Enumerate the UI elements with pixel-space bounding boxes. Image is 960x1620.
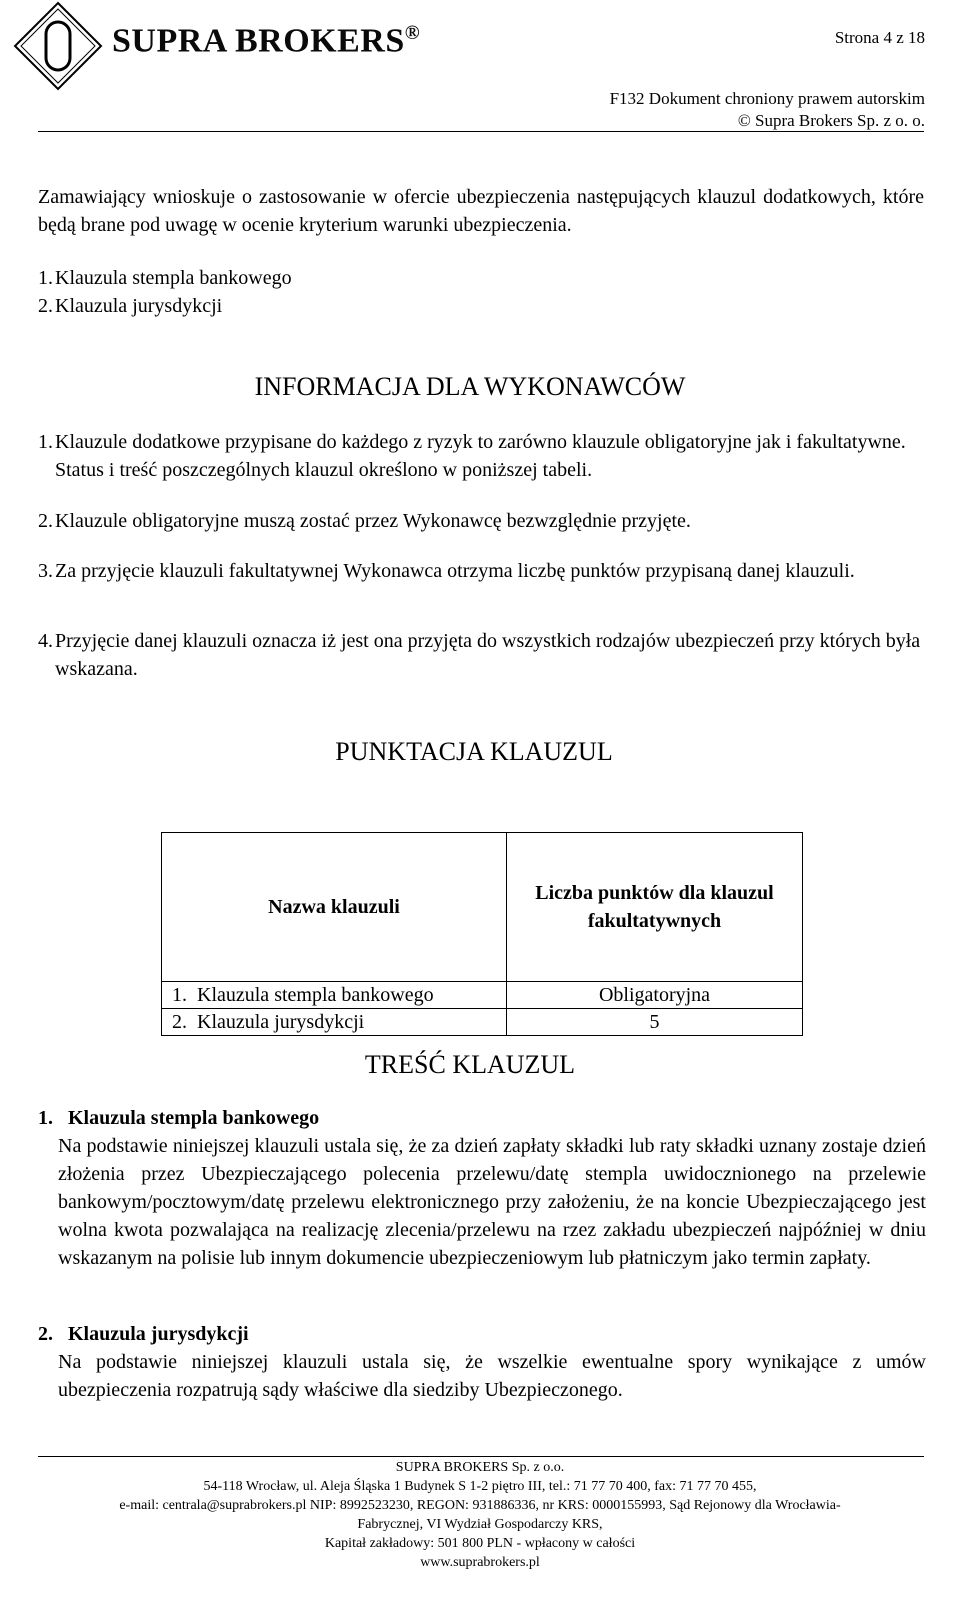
clause-heading bbox=[38, 1104, 319, 1132]
clause-title: Klauzula stempla bankowego bbox=[68, 1107, 320, 1129]
clause-body bbox=[58, 1348, 926, 1404]
clause-body-text: Na podstawie niniejszej klauzuli ustala się, że wszelkie ewentualne spory wynikające z umów ubezpieczenia rozpatrują sądy właściwe dla siedziby Ubezpieczonego. bbox=[58, 1351, 926, 1401]
list-text: Klauzule obligatoryjne muszą zostać przez Wykonawcę bezwzględnie przyjęte. bbox=[55, 510, 691, 532]
section-heading-content: TREŚĆ KLAUZUL bbox=[364, 1050, 576, 1079]
clause-name-cell: 1. Klauzula stempla bankowego bbox=[162, 982, 507, 1009]
footer-registry-court: Fabrycznej, VI Wydział Gospodarczy KRS, bbox=[357, 1517, 603, 1532]
table-row bbox=[162, 1009, 803, 1036]
clause-number: 2. bbox=[38, 1323, 53, 1345]
intro-text: Zamawiający wnioskuje o zastosowanie w ofercie ubezpieczenia następujących klauzul dodatkowych, które będą brane pod uwagę w ocenie kryterium warunki ubezpieczenia. bbox=[38, 186, 924, 236]
column-header-points: Liczba punktów dla klauzul fakultatywnych bbox=[507, 833, 803, 982]
list-number: 1. bbox=[38, 267, 53, 289]
clause-heading bbox=[38, 1320, 249, 1348]
footer-divider bbox=[38, 1456, 924, 1457]
intro-paragraph bbox=[38, 183, 924, 239]
clause-title: Klauzula jurysdykcji bbox=[68, 1323, 249, 1345]
registered-mark: ® bbox=[404, 22, 421, 44]
list-number: 2. bbox=[38, 295, 53, 317]
list-text: Klauzule dodatkowe przypisane do każdego z ryzyk to zarówno klauzule obligatoryjne jak i fakultatywne. Status i treść poszczególnych klauzul określono w poniższej tabeli. bbox=[55, 431, 906, 481]
document-info-line: F132 Dokument chroniony prawem autorskim bbox=[609, 89, 925, 108]
section-heading-info: INFORMACJA DLA WYKONAWCÓW bbox=[254, 372, 686, 401]
list-number: 4. bbox=[38, 630, 53, 652]
footer-registry: e-mail: centrala@suprabrokers.pl NIP: 8992523230, REGON: 931886336, nr KRS: 0000155993, Sąd Rejonowy dla Wrocławia- bbox=[119, 1498, 841, 1513]
clause-name-cell: 2. Klauzula jurysdykcji bbox=[162, 1009, 507, 1036]
footer-company-name: SUPRA BROKERS Sp. z o.o. bbox=[395, 1460, 565, 1475]
footer-share-capital: Kapitał zakładowy: 501 800 PLN - wpłacony w całości bbox=[324, 1536, 636, 1551]
table-row bbox=[162, 982, 803, 1009]
clause-scoring-table bbox=[161, 832, 803, 1036]
company-footer bbox=[0, 1458, 960, 1572]
brand-text: SUPRA BROKERS bbox=[112, 22, 405, 60]
document-info bbox=[610, 88, 925, 132]
clause-body bbox=[58, 1132, 926, 1272]
column-header-clause-name: Nazwa klauzuli bbox=[162, 833, 507, 982]
clause-points-cell: 5 bbox=[507, 1009, 803, 1036]
clause-number: 1. bbox=[38, 1107, 53, 1129]
header-divider bbox=[38, 131, 924, 132]
page-number: Strona 4 z 18 bbox=[834, 28, 925, 47]
table-header-row bbox=[162, 833, 803, 982]
list-text: Przyjęcie danej klauzuli oznacza iż jest ona przyjęta do wszystkich rodzajów ubezpieczeń przy których była wskazana. bbox=[55, 630, 921, 680]
list-number: 2. bbox=[38, 510, 53, 532]
section-heading-scoring: PUNKTACJA KLAUZUL bbox=[335, 737, 613, 766]
clause-points-cell: Obligatoryjna bbox=[507, 982, 803, 1009]
list-text: Klauzula jurysdykcji bbox=[55, 295, 223, 317]
supra-brokers-logo bbox=[12, 0, 104, 92]
list-text: Za przyjęcie klauzuli fakultatywnej Wykonawca otrzyma liczbę punktów przypisaną danej klauzuli. bbox=[55, 560, 855, 582]
brand-name bbox=[112, 22, 420, 60]
document-info-line: © Supra Brokers Sp. z o. o. bbox=[737, 111, 925, 130]
clause-body-text: Na podstawie niniejszej klauzuli ustala się, że za dzień zapłaty składki lub raty składki uznany zostaje dzień złożenia przez Ubezpieczającego polecenia przelewu/datę stempla uwidocznionego na przelewie bankowym/pocztowym/datę przelewu elektronicznego przy założeniu, że na koncie Ubezpieczającego jest wolna kwota pozwalająca na realizację zlecenia/przelewu na rzez zakładu ubezpieczeń najpóźniej w dniu wskazanym na polisie lub innym dokumencie ubezpieczeniowym lub płatniczym jako termin zapłaty. bbox=[58, 1135, 926, 1269]
list-number: 3. bbox=[38, 560, 53, 582]
list-text: Klauzula stempla bankowego bbox=[55, 267, 292, 289]
footer-website: www.suprabrokers.pl bbox=[420, 1555, 540, 1570]
list-number: 1. bbox=[38, 431, 53, 453]
footer-address: 54-118 Wrocław, ul. Aleja Śląska 1 Budynek S 1-2 piętro III, tel.: 71 77 70 400, fax: 71 77 70 455, bbox=[203, 1479, 757, 1494]
